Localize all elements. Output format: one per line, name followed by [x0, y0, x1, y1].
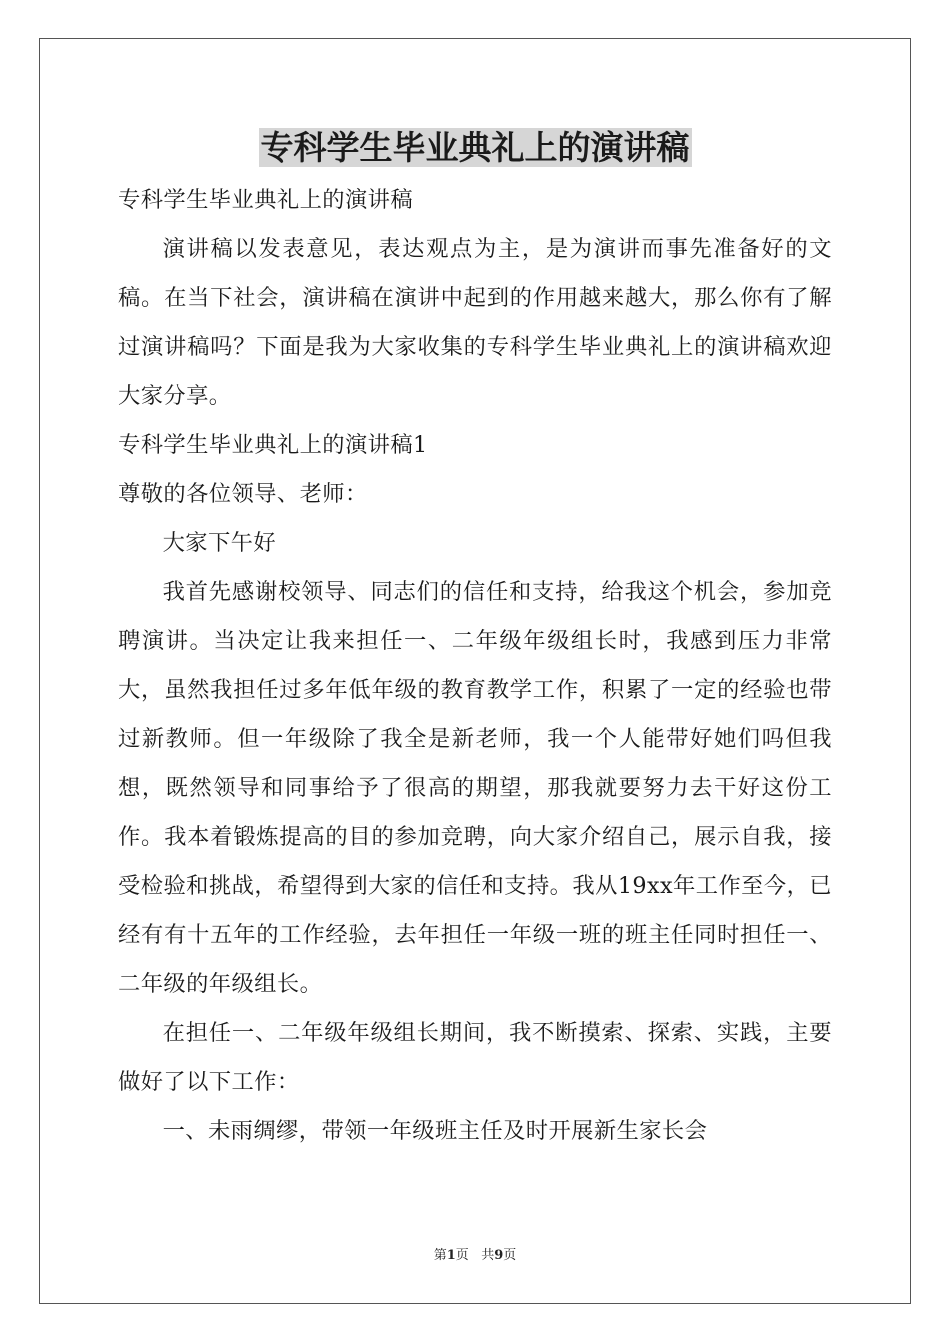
salutation: 尊敬的各位领导、老师： — [118, 481, 368, 507]
page-label-prefix: 第 — [433, 1248, 447, 1263]
total-pages-number: 9 — [494, 1248, 504, 1263]
document-title-text: 专科学生毕业典礼上的演讲稿 — [260, 128, 690, 167]
total-label-prefix: 共 — [481, 1248, 495, 1263]
body-paragraph: 在担任一、二年级年级组长期间，我不断摸索、探索、实践，主要做好了以下工作： — [118, 1020, 832, 1095]
intro-paragraph: 演讲稿以发表意见，表达观点为主，是为演讲而事先准备好的文稿。在当下社会，演讲稿在演讲中起到的作用越来越大，那么你有了解过演讲稿吗？下面是我为大家收集的专科学生毕业典礼上的演讲稿欢迎大家分享。 — [118, 236, 832, 409]
page-footer — [0, 1247, 950, 1265]
section-heading: 专科学生毕业典礼上的演讲稿1 — [118, 432, 428, 458]
document-body — [118, 176, 832, 1156]
greeting: 大家下午好 — [162, 530, 277, 556]
document-title — [0, 125, 950, 171]
current-page-number: 1 — [446, 1248, 456, 1263]
total-label-suffix: 页 — [503, 1248, 517, 1263]
page-label-suffix: 页 — [455, 1248, 469, 1263]
list-item-heading: 一、未雨绸缪，带领一年级班主任及时开展新生家长会 — [162, 1118, 708, 1144]
body-paragraph: 我首先感谢校领导、同志们的信任和支持，给我这个机会，参加竞聘演讲。当决定让我来担任一、二年级年级组长时，我感到压力非常大，虽然我担任过多年低年级的教育教学工作，积累了一定的经验也带过新教师。但一年级除了我全是新老师，我一个人能带好她们吗但我想，既然领导和同事给予了很高的期望，那我就要努力去干好这份工作。我本着锻炼提高的目的参加竞聘，向大家介绍自己，展示自我，接受检验和挑战，希望得到大家的信任和支持。我从19xx年工作至今，已经有有十五年的工作经验，去年担任一年级一班的班主任同时担任一、二年级的年级组长。 — [118, 579, 832, 997]
body-subtitle: 专科学生毕业典礼上的演讲稿 — [118, 187, 414, 213]
